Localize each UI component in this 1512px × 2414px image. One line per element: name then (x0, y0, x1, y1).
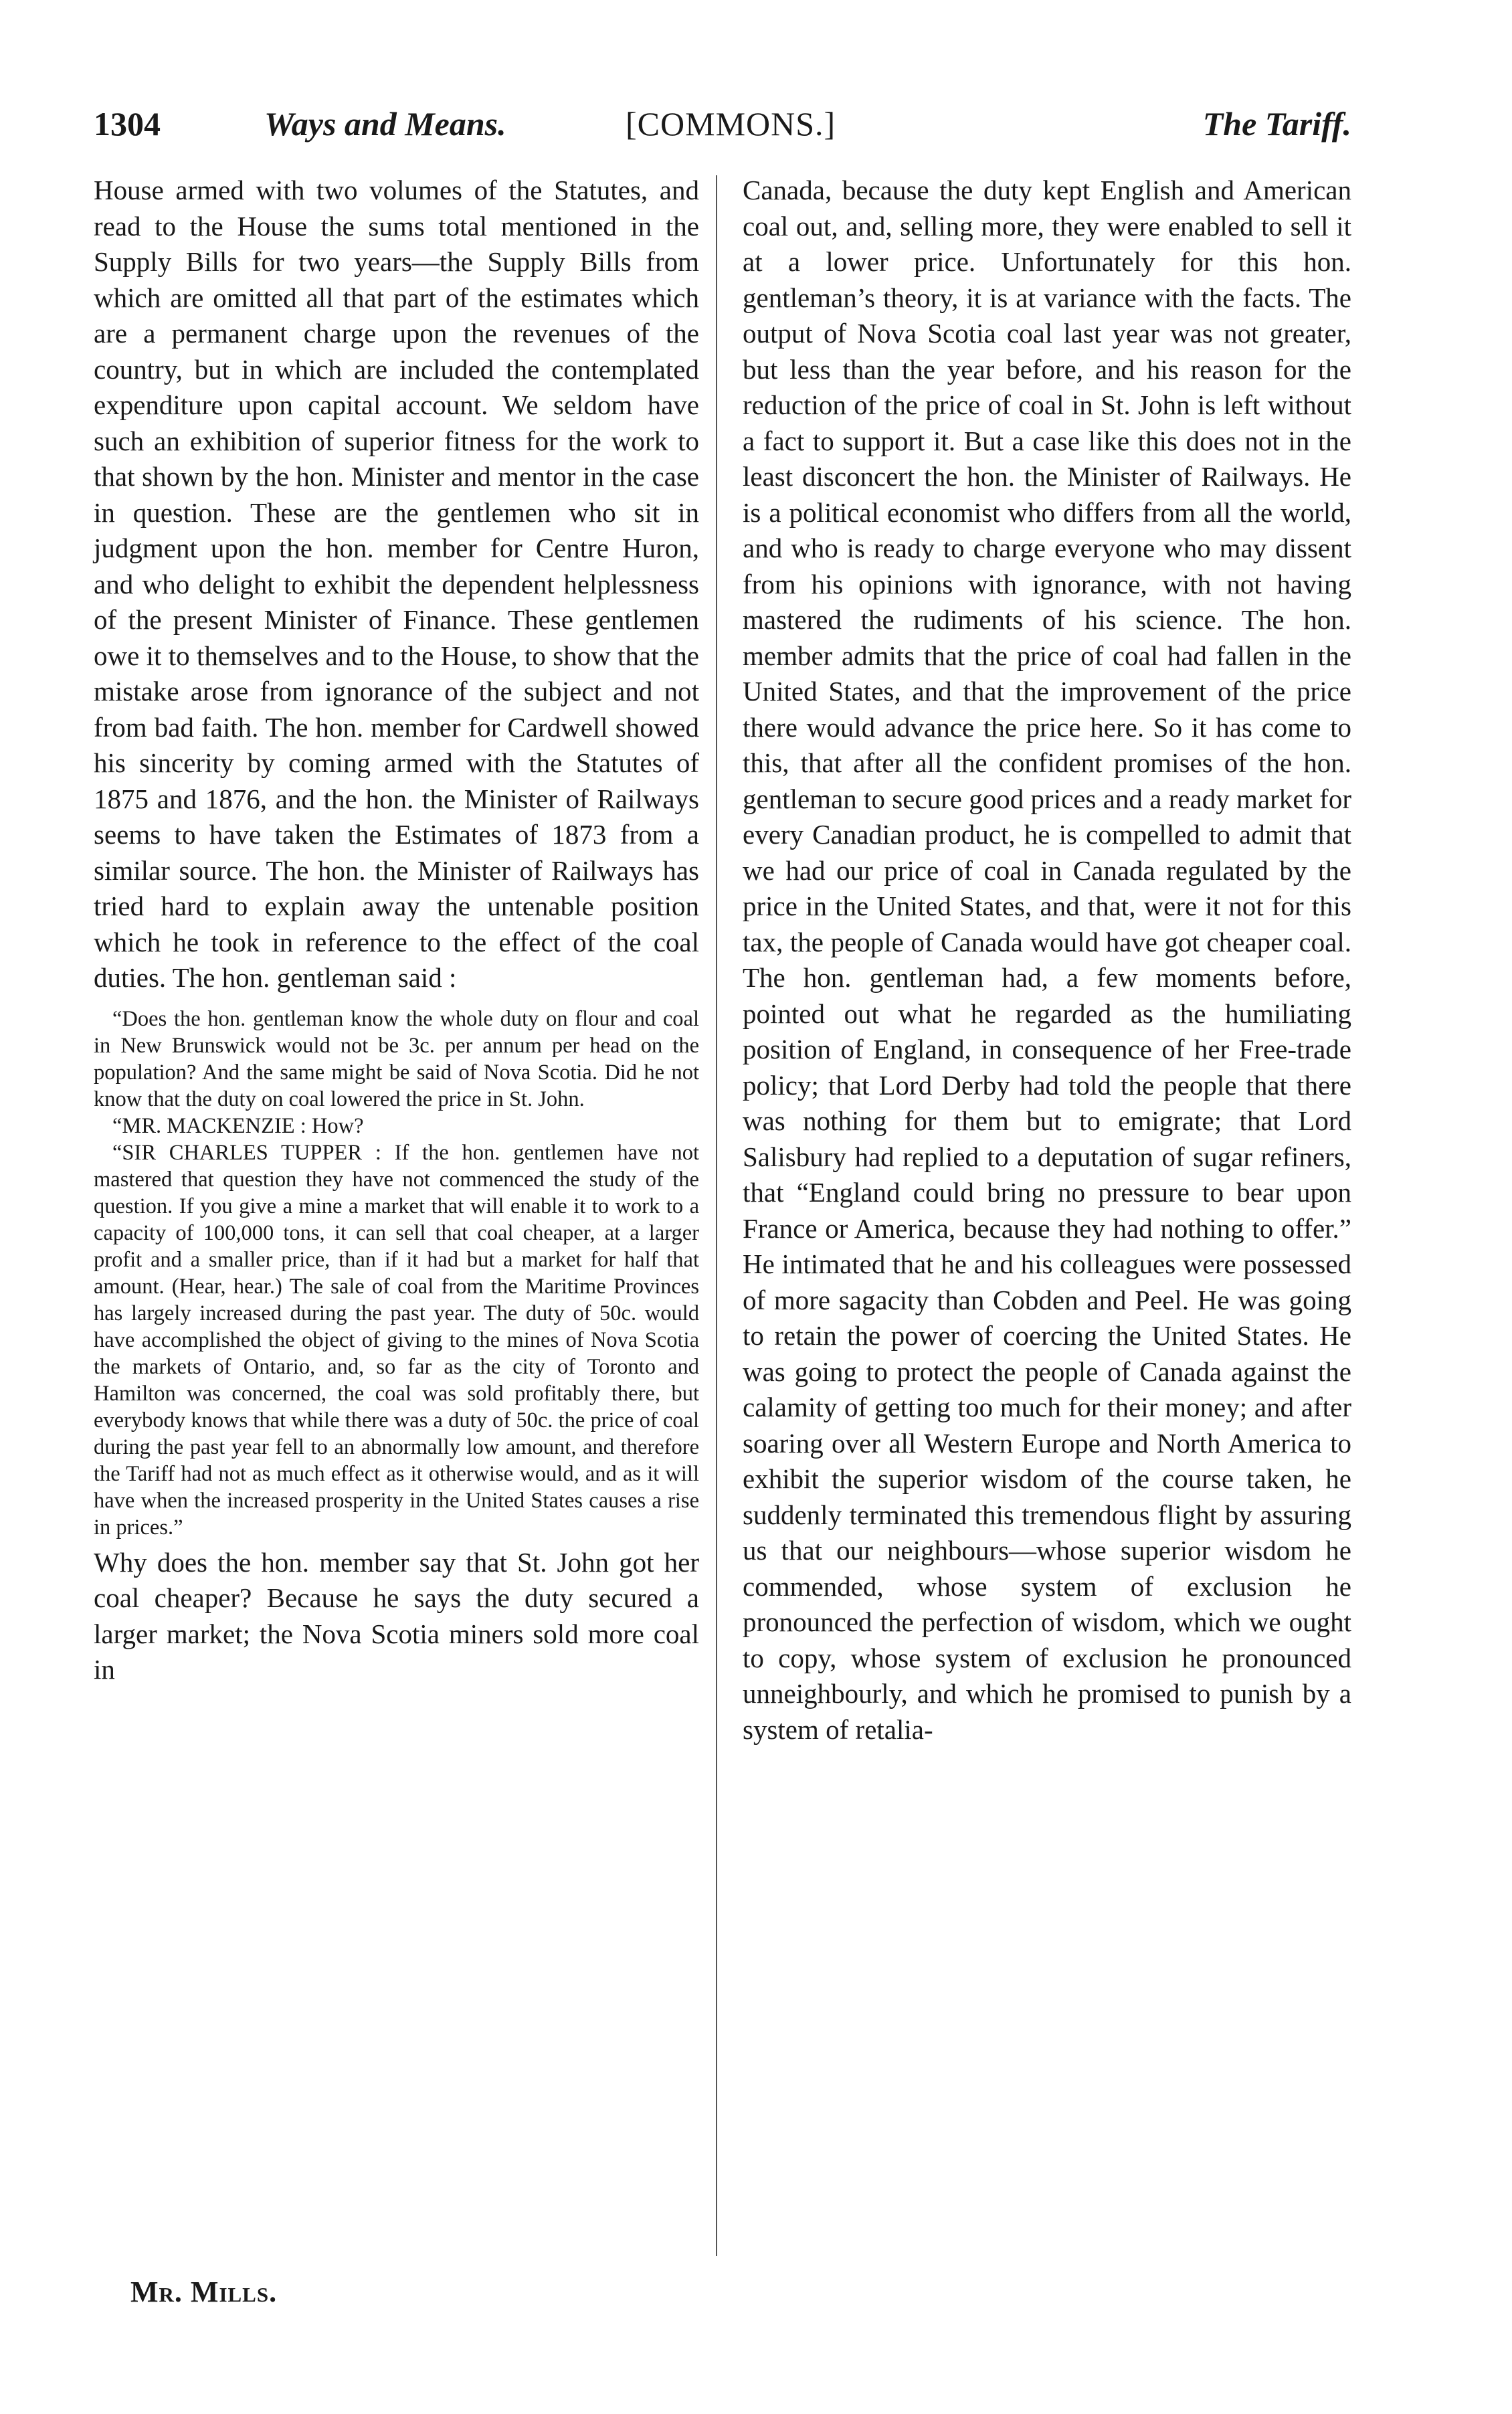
center-running-title: [COMMONS.] (626, 105, 836, 143)
left-paragraph-2: Why does the hon. member say that St. John got her coal cheaper? Because he says the duty secured a larger market; the Nova Scotia miners sold more coal in (94, 1546, 699, 1685)
quote-paragraph-1: “Does the hon. gentleman know the whole duty on flour and coal in New Brunswick would not be 3c. per annum per head on the population? And the same might be said of Nova Scotia. Did he not know that the duty on coal lowered the price in St. John. (94, 1006, 699, 1111)
column-divider (716, 175, 717, 2256)
right-running-title: The Tariff. (1202, 105, 1351, 143)
right-paragraph-1: Canada, because the duty kept English and American coal out, and, selling more, they were enabled to sell it at a lower price. Unfortunately for this hon. gentleman’s theory, it is at variance with the facts. The output of Nova Scotia coal last year was not greater, but less than the year before, and his reason for the reduction of the price of coal in St. John is left without a fact to support it. But a case like this does not in the least disconcert the hon. the Minister of Railways. He is a political economist who differs from all the world, and who is ready to charge everyone who may dissent from his opinions with ignorance, with not having mastered the rudiments of his science. The hon. member admits that the price of coal had fallen in the United States, and that the improvement of the price there would advance the price here. So it has come to this, that after all the confident promises of the hon. gentleman to secure good prices and a ready market for every Canadian product, he is compelled to admit that we had our price of coal in Canada regulated by the price in the United States, and that, were it not for this tax, the people of Canada would have got cheaper coal. The hon. gentleman had, a few moments before, pointed out what he regarded as the humiliating position of England, in consequence of her Free-trade policy; that Lord Derby had told the people that there was nothing for them but to emigrate; that Lord Salisbury had replied to a deputation of sugar refiners, that “England could bring no pressure to bear upon France or America, because they had nothing to offer.” He intimated that he and his colleagues were possessed of more sagacity than Cobden and Peel. He was going to retain the power of coercing the United States. He was going to protect the people of Canada against the calamity of getting too much for their money; and after soaring over all Western Europe and North America to exhibit the superior wisdom of the course taken, he suddenly terminated this tremendous flight by assuring us that our neighbours—whose superior wisdom he commended, whose system of exclusion he pronounced the perfection of wisdom, which we ought to copy, whose system of exclusion he pronounced unneighbourly, and which he promised to punish by a system of retalia- (743, 175, 1351, 1745)
left-column (94, 173, 699, 1688)
page-number: 1304 (94, 105, 161, 143)
quote-paragraph-2: “MR. MACKENZIE : How? (112, 1113, 364, 1138)
right-column (743, 173, 1351, 1748)
left-running-title: Ways and Means. (264, 105, 506, 143)
left-paragraph-1: House armed with two volumes of the Statutes, and read to the House the sums total mentioned in the Supply Bills for two years—the Supply Bills from which are omitted all that part of the estimates which are a permanent charge upon the revenues of the country, but in which are included the contemplated expenditure upon capital account. We seldom have such an exhibition of superior fitness for the work to that shown by the hon. Minister and mentor in the case in question. These are the gentlemen who sit in judgment upon the hon. member for Centre Huron, and who delight to exhibit the dependent helplessness of the present Minister of Finance. These gentlemen owe it to themselves and to the House, to show that the mistake arose from ignorance of the subject and not from bad faith. The hon. member for Cardwell showed his sincerity by coming armed with the Statutes of 1875 and 1876, and the hon. the Minister of Railways seems to have taken the Estimates of 1873 from a similar source. The hon. the Minister of Railways has tried hard to explain away the untenable position which he took in reference to the effect of the coal duties. The hon. gentleman said : (94, 175, 699, 993)
speaker-footer: Mr. Mills. (130, 2276, 278, 2308)
quote-paragraph-3: “SIR CHARLES TUPPER : If the hon. gentlemen have not mastered that question they have not commenced the study of the question. If you give a mine a market that will enable it to work to a capacity of 100,000 tons, it can sell that coal cheaper, at a larger profit and a smaller price, than if it had but a market for half that amount. (Hear, hear.) The sale of coal from the Maritime Provinces has largely increased during the past year. The duty of 50c. would have accomplished the object of giving to the mines of Nova Scotia the markets of Ontario, and, so far as the city of Toronto and Hamilton was concerned, the coal was sold profitably there, but everybody knows that while there was a duty of 50c. the price of coal during the past year fell to an abnormally low amount, and therefore the Tariff had not as much effect as it otherwise would, and as it will have when the increased prosperity in the United States causes a rise in prices.” (94, 1140, 699, 1540)
running-header (94, 100, 1351, 147)
quoted-extract (94, 1006, 699, 1541)
